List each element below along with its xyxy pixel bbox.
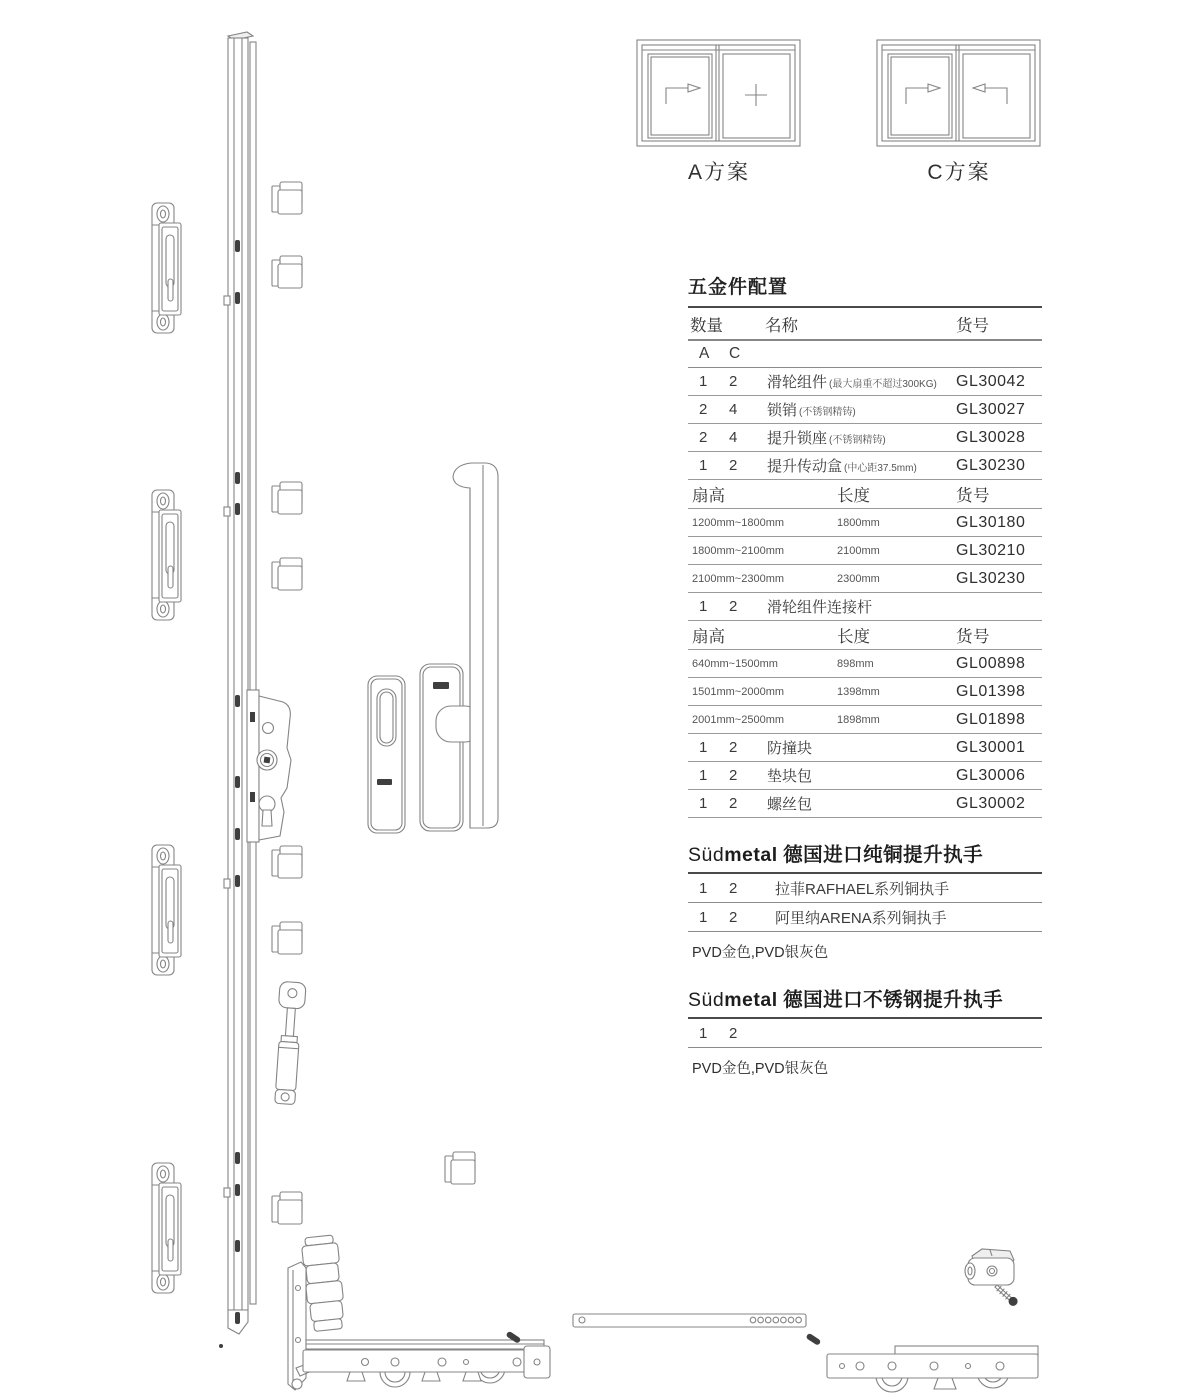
col-header-name: 名称 xyxy=(765,316,798,335)
part-note: (最大扇重不超过300KG) xyxy=(829,379,937,390)
screw-drawing xyxy=(993,1283,1019,1308)
subheader-sash-height: 扇高 xyxy=(692,628,725,646)
lock-pin-clip-drawing xyxy=(272,182,302,214)
table-row xyxy=(688,509,1042,537)
roller-assembly-right-drawing xyxy=(827,1346,1038,1392)
roller-assembly-left-drawing xyxy=(303,1331,550,1387)
qty-c: 2 xyxy=(729,1024,738,1042)
qty-a: 1 xyxy=(699,457,708,474)
part-code: GL30027 xyxy=(956,400,1026,418)
table-row xyxy=(688,1019,1042,1048)
length-value: 2300mm xyxy=(837,572,880,585)
qty-a: 1 xyxy=(699,879,708,897)
handle-name: 阿里纳ARENA系列铜执手 xyxy=(775,909,947,927)
length-value: 1898mm xyxy=(837,713,880,726)
col-header-qty: 数量 xyxy=(690,316,723,335)
variant-a-label: A xyxy=(699,345,710,362)
plan-a-label: A方案 xyxy=(687,161,750,184)
length-value: 1800mm xyxy=(837,516,880,529)
variant-row xyxy=(688,341,1042,368)
qty-a: 1 xyxy=(699,1024,708,1042)
part-code: GL00898 xyxy=(956,654,1026,672)
subheader-length: 长度 xyxy=(837,487,870,505)
lock-pin-clip-drawing xyxy=(445,1152,475,1184)
table-row xyxy=(688,452,1042,480)
table-row xyxy=(688,903,1042,932)
table-row xyxy=(688,424,1042,452)
handle-rows xyxy=(688,1019,1042,1048)
length-value: 898mm xyxy=(837,657,874,670)
table-row xyxy=(688,537,1042,565)
flat-handle-drawing xyxy=(368,676,405,833)
sash-height-range: 2100mm~2300mm xyxy=(692,572,785,585)
plan-a-diagram xyxy=(637,40,800,146)
handle-rows xyxy=(688,874,1042,932)
keeper-plate-drawing xyxy=(152,203,181,333)
plan-c-label: C方案 xyxy=(927,161,991,184)
steel-handles-title xyxy=(688,984,1042,1019)
lock-pin-clip-drawing xyxy=(272,482,302,514)
part-note: (中心距37.5mm) xyxy=(844,463,917,474)
qty-c: 4 xyxy=(729,429,738,446)
length-value: 1398mm xyxy=(837,685,880,698)
table-row xyxy=(688,565,1042,593)
qty-a: 2 xyxy=(699,429,708,446)
connecting-rod-drawing xyxy=(573,1314,821,1346)
table-row xyxy=(688,650,1042,678)
qty-a: 1 xyxy=(699,908,708,926)
keeper-plate-drawing xyxy=(152,490,181,620)
part-name: 防撞块 xyxy=(767,740,813,757)
part-code: GL30001 xyxy=(956,738,1026,756)
part-name: 滑轮组件 (最大扇重不超过300KG) xyxy=(767,374,937,391)
brass-handles-section xyxy=(688,839,1042,962)
table-row xyxy=(688,593,1042,621)
part-name: 螺丝包 xyxy=(767,796,813,813)
qty-a: 1 xyxy=(699,795,708,812)
brand-name-bold: metal xyxy=(724,989,778,1011)
brass-finish-note: PVD金色,PVD银灰色 xyxy=(692,945,829,961)
col-header-code: 货号 xyxy=(956,316,989,335)
qty-c: 2 xyxy=(729,739,738,756)
part-code: GL30042 xyxy=(956,372,1026,390)
part-code: GL01398 xyxy=(956,682,1026,700)
table-row xyxy=(688,734,1042,762)
part-code: GL30230 xyxy=(956,456,1026,474)
parts-table xyxy=(688,272,1042,818)
table-row xyxy=(688,368,1042,396)
qty-c: 2 xyxy=(729,767,738,784)
brass-handles-title-text: 德国进口纯铜提升执手 xyxy=(783,844,984,866)
sash-height-range: 2001mm~2500mm xyxy=(692,713,785,726)
variant-c-label: C xyxy=(729,345,741,362)
table-row xyxy=(688,621,1042,650)
lock-pin-clip-drawing xyxy=(272,256,302,288)
part-code: GL01898 xyxy=(956,710,1026,728)
steel-handles-section xyxy=(688,984,1042,1078)
lock-pin-clip-drawing xyxy=(272,1192,302,1224)
part-code: GL30180 xyxy=(956,513,1026,531)
steel-finish-note: PVD金色,PVD银灰色 xyxy=(692,1061,829,1077)
subheader-code: 货号 xyxy=(956,628,990,646)
table-row xyxy=(688,480,1042,509)
part-code: GL30230 xyxy=(956,569,1026,587)
brand-name-light: Süd xyxy=(688,989,725,1011)
table-row xyxy=(688,762,1042,790)
length-value: 2100mm xyxy=(837,544,880,557)
part-name: 锁销 (不锈钢精铸) xyxy=(767,402,856,419)
handle-name: 拉菲RAFHAEL系列铜执手 xyxy=(775,880,950,898)
qty-a: 1 xyxy=(699,767,708,784)
buffer-stack-drawing xyxy=(301,1235,347,1332)
part-code: GL30006 xyxy=(956,766,1026,784)
part-name: 滑轮组件连接杆 xyxy=(767,599,873,616)
brand-name-light: Süd xyxy=(688,844,725,866)
brass-handles-title xyxy=(688,839,1042,874)
sash-height-range: 640mm~1500mm xyxy=(692,657,778,670)
qty-c: 2 xyxy=(729,598,738,615)
subheader-code: 货号 xyxy=(956,487,990,505)
end-cap-drawing xyxy=(965,1249,1014,1285)
qty-c: 4 xyxy=(729,401,738,418)
sash-height-range: 1501mm~2000mm xyxy=(692,685,785,698)
qty-c: 2 xyxy=(729,908,738,926)
part-note: (不锈钢精铸) xyxy=(829,435,886,446)
table-row xyxy=(688,874,1042,903)
lock-pin-clip-drawing xyxy=(272,846,302,878)
steel-handles-title-text: 德国进口不锈钢提升执手 xyxy=(783,989,1004,1011)
qty-c: 2 xyxy=(729,457,738,474)
sash-height-range: 1800mm~2100mm xyxy=(692,544,785,557)
brand-name-bold: metal xyxy=(724,844,778,866)
table-row xyxy=(688,706,1042,734)
lock-pin-clip-drawing xyxy=(272,558,302,590)
part-note: (不锈钢精铸) xyxy=(799,407,856,418)
keeper-plate-drawing xyxy=(152,1163,181,1293)
parts-table-title: 五金件配置 xyxy=(688,272,1042,308)
part-name: 垫块包 xyxy=(767,768,813,785)
table-row xyxy=(688,790,1042,818)
part-name: 提升锁座 (不锈钢精铸) xyxy=(767,430,886,447)
parts-table-header xyxy=(688,308,1042,341)
table-row xyxy=(688,396,1042,424)
keeper-plate-drawing xyxy=(152,845,181,975)
table-row xyxy=(688,678,1042,706)
sash-height-range: 1200mm~1800mm xyxy=(692,516,785,529)
qty-a: 1 xyxy=(699,373,708,390)
subheader-length: 长度 xyxy=(837,628,870,646)
gas-strut-drawing xyxy=(272,981,306,1105)
part-code: GL30028 xyxy=(956,428,1026,446)
qty-c: 2 xyxy=(729,879,738,897)
qty-a: 1 xyxy=(699,739,708,756)
qty-c: 2 xyxy=(729,373,738,390)
lock-pin-clip-drawing xyxy=(272,922,302,954)
qty-a: 2 xyxy=(699,401,708,418)
part-code: GL30210 xyxy=(956,541,1026,559)
qty-c: 2 xyxy=(729,795,738,812)
gearbox-drawing xyxy=(247,690,291,842)
qty-a: 1 xyxy=(699,598,708,615)
subheader-sash-height: 扇高 xyxy=(692,487,725,505)
lift-handle-drawing xyxy=(420,463,498,831)
plan-c-diagram xyxy=(877,40,1040,146)
parts-table-rows xyxy=(688,368,1042,818)
part-name: 提升传动盒 (中心距37.5mm) xyxy=(767,458,917,475)
part-code: GL30002 xyxy=(956,794,1026,812)
